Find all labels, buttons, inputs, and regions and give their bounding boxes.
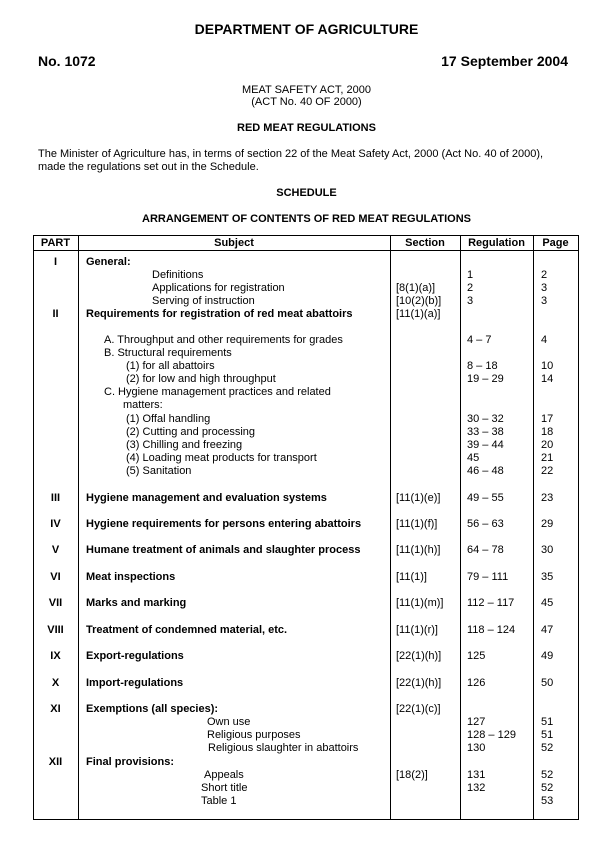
cell-regulation: 79 – 111 — [467, 571, 509, 583]
cell-page: 2 — [541, 269, 548, 281]
cell-page: 52 — [541, 769, 554, 781]
cell-subject: (2) Cutting and processing — [126, 426, 256, 438]
cell-subject: Serving of instruction — [152, 295, 255, 307]
cell-regulation: 128 – 129 — [467, 729, 516, 741]
cell-section: [22(1)(c)] — [396, 703, 441, 715]
cell-regulation: 132 — [467, 782, 486, 794]
cell-part: VIII — [47, 624, 64, 636]
cell-page: 29 — [541, 518, 554, 530]
arrangement-heading: ARRANGEMENT OF CONTENTS OF RED MEAT REGULATIONS — [142, 213, 471, 225]
cell-regulation: 30 – 32 — [467, 413, 504, 425]
cell-regulation: 46 – 48 — [467, 465, 504, 477]
cell-page: 47 — [541, 624, 554, 636]
cell-section: [11(1)(h)] — [396, 544, 441, 556]
cell-subject: (2) for low and high throughput — [126, 373, 276, 385]
cell-regulation: 130 — [467, 742, 486, 754]
table-top-border — [33, 235, 579, 236]
cell-regulation: 56 – 63 — [467, 518, 504, 530]
cell-subject: Export-regulations — [86, 650, 184, 662]
cell-page: 53 — [541, 795, 554, 807]
table-col-border — [78, 235, 79, 820]
cell-subject: Hygiene management and evaluation systems — [86, 492, 327, 504]
cell-regulation: 49 – 55 — [467, 492, 504, 504]
cell-section: [10(2)(b)] — [396, 295, 442, 307]
cell-subject: (3) Chilling and freezing — [126, 439, 243, 451]
cell-subject: Hygiene requirements for persons entering abattoirs — [86, 518, 362, 530]
cell-regulation: 2 — [467, 282, 474, 294]
act-title: MEAT SAFETY ACT, 2000 — [242, 84, 371, 96]
cell-page: 3 — [541, 295, 548, 307]
col-header-regulation: Regulation — [468, 237, 525, 249]
col-header-section: Section — [405, 237, 445, 249]
cell-section: [11(1)(r)] — [396, 624, 438, 636]
cell-page: 51 — [541, 729, 554, 741]
cell-page: 49 — [541, 650, 554, 662]
cell-regulation: 127 — [467, 716, 486, 728]
cell-subject: (4) Loading meat products for transport — [126, 452, 317, 464]
cell-regulation: 112 – 117 — [467, 597, 515, 609]
intro-line-2: made the regulations set out in the Schedule. — [38, 161, 259, 173]
cell-regulation: 8 – 18 — [467, 360, 498, 372]
cell-subject: Requirements for registration of red meat abattoirs — [86, 308, 353, 320]
cell-page: 52 — [541, 782, 554, 794]
cell-subject: Import-regulations — [86, 677, 184, 689]
cell-part: V — [51, 544, 60, 556]
cell-page: 23 — [541, 492, 554, 504]
cell-page: 17 — [541, 413, 554, 425]
cell-part: XII — [48, 756, 63, 768]
cell-page: 14 — [541, 373, 554, 385]
cell-subject: Marks and marking — [86, 597, 187, 609]
cell-section: [22(1)(h)] — [396, 677, 442, 689]
cell-section: [22(1)(h)] — [396, 650, 442, 662]
cell-regulation: 39 – 44 — [467, 439, 504, 451]
cell-page: 21 — [541, 452, 554, 464]
cell-section: [11(1)(m)] — [396, 597, 444, 609]
cell-subject: matters: — [123, 399, 163, 411]
act-number: (ACT No. 40 OF 2000) — [251, 96, 362, 108]
col-header-page: Page — [542, 237, 569, 249]
cell-page: 45 — [541, 597, 554, 609]
cell-subject: Table 1 — [201, 795, 237, 807]
cell-section: [11(1)] — [396, 571, 427, 583]
cell-part: XI — [50, 703, 61, 715]
cell-regulation: 118 – 124 — [467, 624, 516, 636]
cell-subject: A. Throughput and other requirements for grades — [104, 334, 343, 346]
cell-subject: (1) Offal handling — [126, 413, 211, 425]
cell-regulation: 126 — [467, 677, 486, 689]
cell-regulation: 1 — [467, 269, 474, 281]
table-bottom-border — [33, 819, 579, 820]
schedule-heading: SCHEDULE — [276, 187, 337, 199]
cell-part: II — [52, 308, 59, 320]
cell-subject: Applications for registration — [152, 282, 285, 294]
col-header-part: PART — [40, 237, 71, 249]
cell-part: VI — [50, 571, 61, 583]
cell-subject: Treatment of condemned material, etc. — [86, 624, 288, 636]
cell-page: 35 — [541, 571, 554, 583]
cell-subject: Meat inspections — [86, 571, 176, 583]
cell-subject: Religious purposes — [207, 729, 301, 741]
cell-page: 3 — [541, 282, 548, 294]
cell-regulation: 4 – 7 — [467, 334, 492, 346]
cell-section: [18(2)] — [396, 769, 428, 781]
notice-number: No. 1072 — [38, 53, 96, 69]
intro-line-1: The Minister of Agriculture has, in terms of section 22 of the Meat Safety Act, 2000 (Act No. 40 of 2000), — [38, 148, 544, 160]
cell-subject: Definitions — [152, 269, 204, 281]
cell-part: I — [53, 256, 58, 268]
cell-part: III — [50, 492, 61, 504]
cell-subject: Religious slaughter in abattoirs — [208, 742, 359, 754]
cell-regulation: 64 – 78 — [467, 544, 504, 556]
cell-page: 30 — [541, 544, 554, 556]
cell-regulation: 131 — [467, 769, 486, 781]
cell-part: VII — [48, 597, 63, 609]
cell-section: [11(1)(a)] — [396, 308, 441, 320]
cell-section: [8(1)(a)] — [396, 282, 436, 294]
cell-page: 4 — [541, 334, 548, 346]
cell-section: [11(1)(f)] — [396, 518, 438, 530]
cell-subject: B. Structural requirements — [104, 347, 232, 359]
cell-regulation: 45 — [467, 452, 480, 464]
notice-date: 17 September 2004 — [441, 53, 568, 69]
cell-page: 50 — [541, 677, 554, 689]
cell-part: X — [51, 677, 60, 689]
department-heading: DEPARTMENT OF AGRICULTURE — [194, 21, 419, 37]
cell-subject: Exemptions (all species): — [86, 703, 219, 715]
table-col-border — [533, 235, 534, 820]
cell-subject: Own use — [207, 716, 251, 728]
col-header-subject: Subject — [214, 237, 254, 249]
cell-section: [11(1)(e)] — [396, 492, 441, 504]
cell-page: 18 — [541, 426, 554, 438]
cell-page: 20 — [541, 439, 554, 451]
cell-page: 52 — [541, 742, 554, 754]
cell-regulation: 3 — [467, 295, 474, 307]
table-header-border — [33, 250, 579, 251]
cell-subject: (5) Sanitation — [126, 465, 192, 477]
table-col-border — [578, 235, 579, 820]
table-col-border — [460, 235, 461, 820]
table-col-border — [390, 235, 391, 820]
cell-subject: Final provisions: — [86, 756, 175, 768]
cell-regulation: 125 — [467, 650, 486, 662]
cell-subject: General: — [86, 256, 131, 268]
cell-part: IX — [50, 650, 61, 662]
cell-regulation: 19 – 29 — [467, 373, 504, 385]
cell-subject: (1) for all abattoirs — [126, 360, 215, 372]
regulations-title: RED MEAT REGULATIONS — [237, 122, 376, 134]
cell-subject: Appeals — [204, 769, 244, 781]
cell-subject: Short title — [201, 782, 248, 794]
cell-subject: Humane treatment of animals and slaughter process — [86, 544, 361, 556]
cell-page: 51 — [541, 716, 554, 728]
cell-subject: C. Hygiene management practices and related — [104, 386, 331, 398]
cell-part: IV — [50, 518, 61, 530]
cell-page: 22 — [541, 465, 554, 477]
cell-page: 10 — [541, 360, 554, 372]
cell-regulation: 33 – 38 — [467, 426, 504, 438]
